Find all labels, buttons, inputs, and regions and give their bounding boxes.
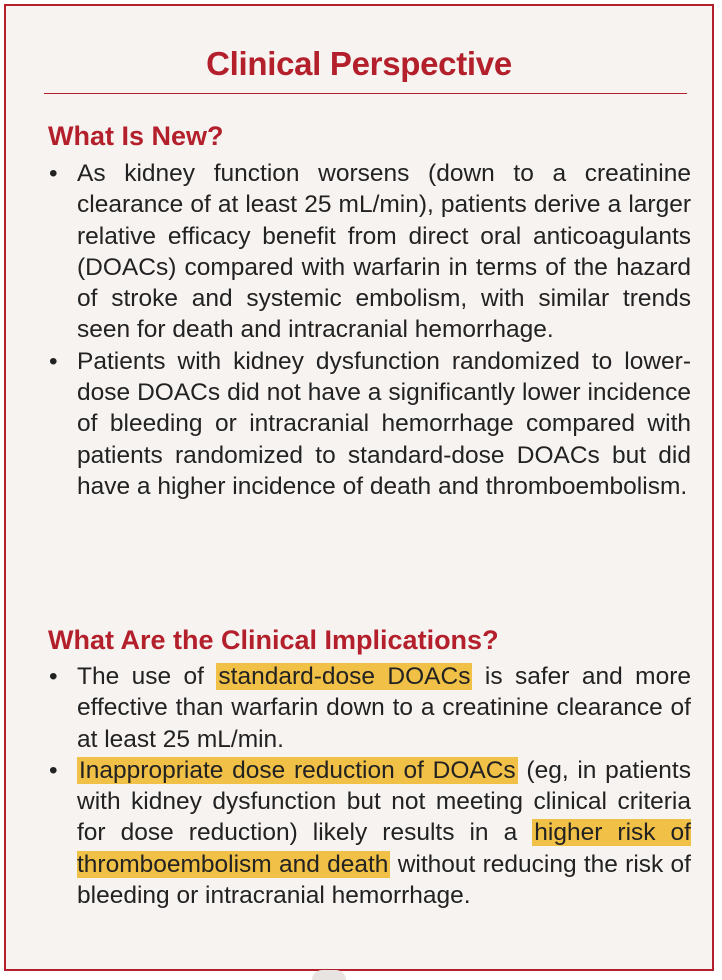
clinical-perspective-box [4, 4, 714, 971]
item-text-lead: The use of [77, 663, 217, 690]
item-text: Patients with kidney dysfunction randomized to lower-dose DOACs did not have a significantly lower incidence of bleeding or intracranial hemorrhage compared with patients randomized to standard-dose DOACs but did have a higher incidence of death and thromboembolism. [77, 347, 691, 500]
watermark-fragment [312, 970, 346, 980]
item-text: is safer and more effective than warfarin down to a creatinine clearance of at least 25 mL/min. [77, 663, 691, 753]
box-title: Clinical Perspective [206, 45, 512, 82]
highlighted-phrase: Inappropriate dose reduction of DOACs [79, 756, 516, 784]
highlighted-phrase: higher risk of thromboembolism and death [77, 819, 691, 878]
clinical-implications-list [48, 661, 691, 911]
list-item [48, 661, 691, 755]
bullet-glyph: • [49, 347, 58, 375]
section-heading-clinical-implications: What Are the Clinical Implications? [48, 625, 499, 655]
list-item [48, 755, 691, 911]
list-item [48, 346, 691, 502]
highlighted-phrase: standard-dose DOACs [218, 663, 471, 690]
what-is-new-list [48, 158, 691, 502]
bullet-glyph: • [49, 160, 58, 187]
item-text-tail: without reducing the risk of bleeding or intracranial hemorrhage. [77, 850, 691, 910]
section-heading-what-is-new: What Is New? [48, 121, 224, 151]
bullet-glyph: • [49, 756, 58, 784]
title-divider [44, 93, 687, 94]
list-item [48, 158, 691, 346]
bullet-glyph: • [49, 663, 58, 690]
item-text: (eg, in patients with kidney dysfunction but not meeting clinical criteria for dose reduction) likely results in a [77, 756, 691, 847]
item-text: As kidney function worsens (down to a creatinine clearance of at least 25 mL/min), patients derive a larger relative efficacy benefit from direct oral anticoagulants (DOACs) compared with warfarin in terms of the hazard of stroke and systemic embolism, with similar trends seen for death and intracranial hemorrhage. [77, 160, 691, 344]
